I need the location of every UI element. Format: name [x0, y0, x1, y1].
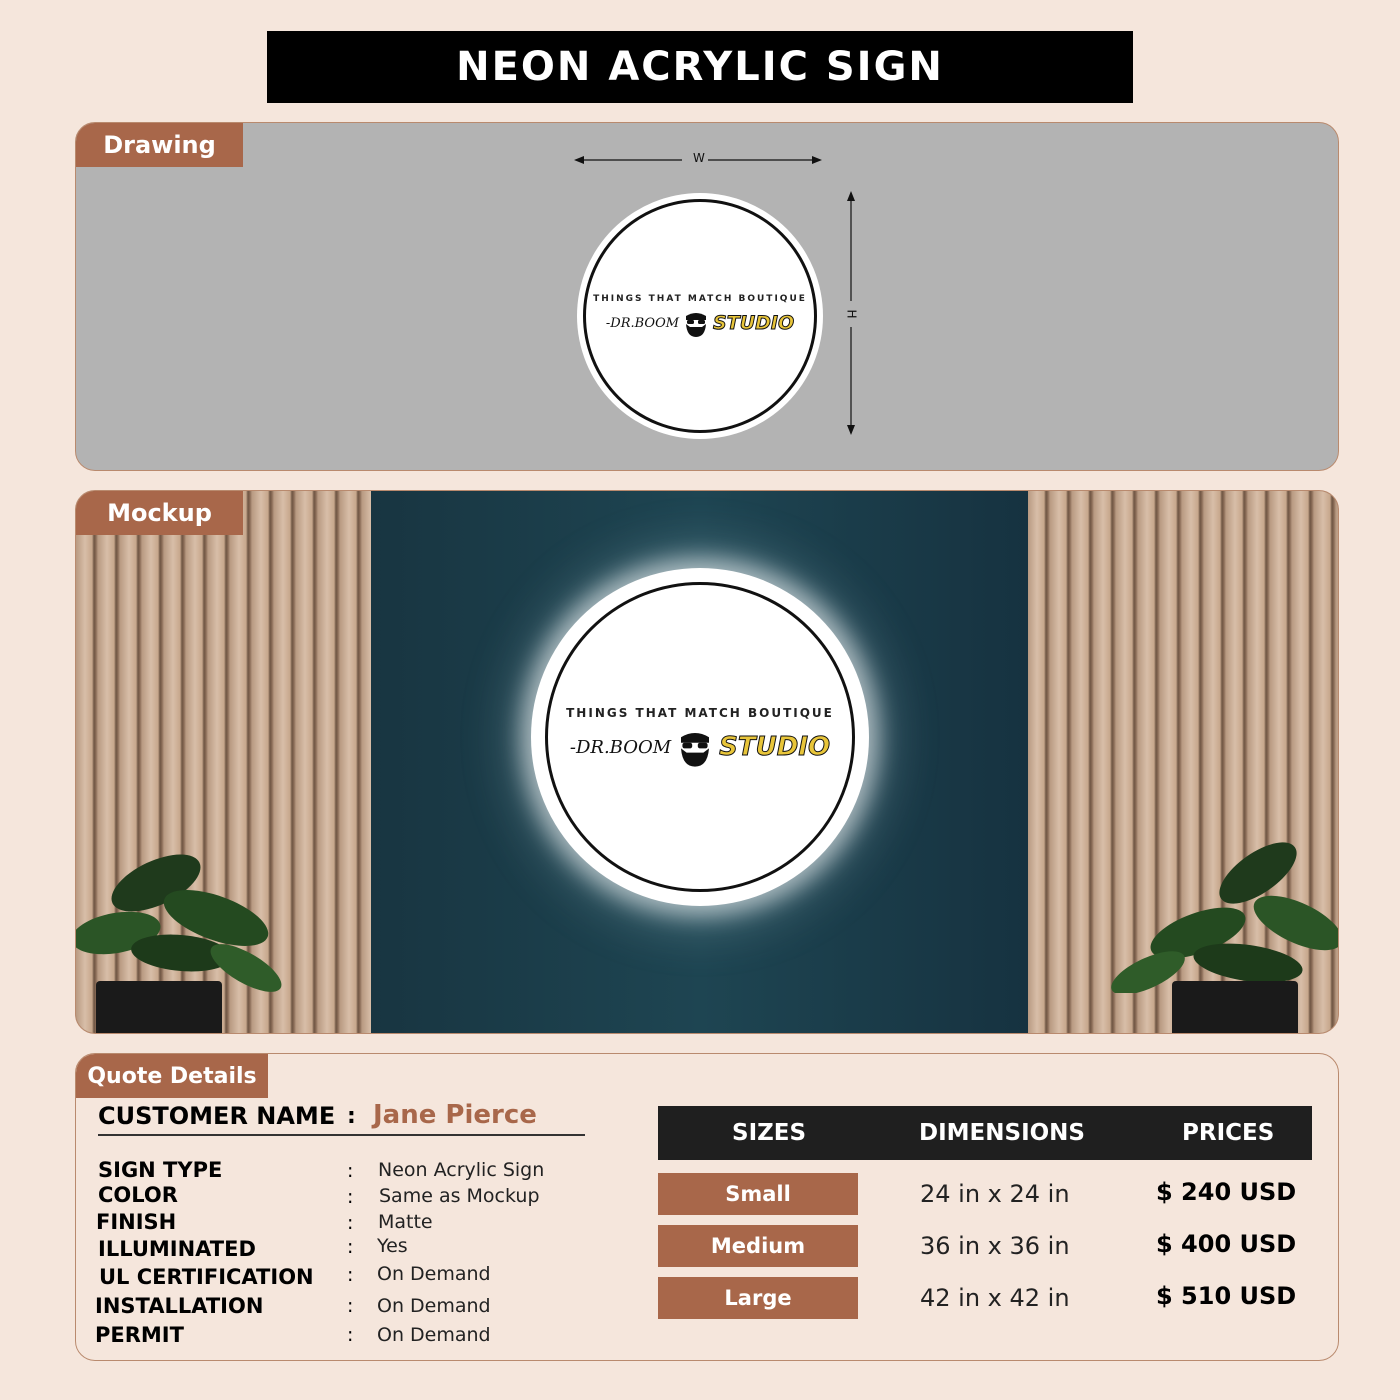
- illuminated-label: ILLUMINATED: [98, 1237, 256, 1261]
- mockup-tab: Mockup: [76, 491, 243, 535]
- height-label: H: [844, 309, 859, 319]
- mockup-sign-logo: [531, 568, 869, 906]
- sizes-header: SIZES: [732, 1120, 807, 1146]
- finish-label: FINISH: [96, 1210, 177, 1234]
- color-value: Same as Mockup: [379, 1185, 540, 1207]
- small-dimensions: 24 in x 24 in: [920, 1180, 1070, 1208]
- dimensions-header: DIMENSIONS: [919, 1120, 1085, 1146]
- drawing-sign-logo: [577, 193, 823, 439]
- ul-certification-label: UL CERTIFICATION: [99, 1265, 314, 1289]
- large-dimensions: 42 in x 42 in: [920, 1284, 1070, 1312]
- ul-certification-value: On Demand: [377, 1263, 491, 1285]
- permit-value: On Demand: [377, 1324, 491, 1346]
- installation-value: On Demand: [377, 1295, 491, 1317]
- installation-label: INSTALLATION: [95, 1294, 264, 1318]
- logo-top-text: THINGS THAT MATCH BOUTIQUE: [593, 294, 807, 304]
- page-title: NEON ACRYLIC SIGN: [267, 31, 1133, 103]
- pricing-table-header: [658, 1106, 1312, 1160]
- customer-name-colon: :: [347, 1104, 356, 1129]
- medium-price: $ 400 USD: [1156, 1230, 1297, 1258]
- mockup-bearded-face-icon: [674, 726, 716, 768]
- drawing-panel: [75, 122, 1339, 471]
- sign-type-colon: :: [347, 1160, 354, 1182]
- mockup-logo-dr-text: -DR.BOOM: [569, 736, 672, 758]
- color-colon: :: [347, 1186, 354, 1208]
- size-small-button[interactable]: Small: [658, 1173, 858, 1215]
- finish-value: Matte: [378, 1211, 433, 1233]
- plant-left: [76, 823, 296, 1033]
- illuminated-colon: :: [347, 1236, 354, 1258]
- finish-colon: :: [347, 1212, 354, 1234]
- logo-dr-text: -DR.BOOM: [605, 315, 680, 331]
- sign-type-value: Neon Acrylic Sign: [378, 1159, 545, 1181]
- ul-certification-colon: :: [347, 1264, 354, 1286]
- mockup-logo-top-text: THINGS THAT MATCH BOUTIQUE: [566, 706, 834, 720]
- permit-label: PERMIT: [95, 1323, 184, 1347]
- mockup-panel: [75, 490, 1339, 1034]
- illuminated-value: Yes: [377, 1235, 408, 1257]
- customer-name-value: Jane Pierce: [373, 1100, 537, 1130]
- bearded-face-icon: [681, 308, 711, 338]
- customer-name-label: CUSTOMER NAME: [98, 1102, 336, 1130]
- sign-type-label: SIGN TYPE: [98, 1158, 223, 1182]
- size-large-button[interactable]: Large: [658, 1277, 858, 1319]
- medium-dimensions: 36 in x 36 in: [920, 1232, 1070, 1260]
- drawing-tab: Drawing: [76, 123, 243, 167]
- logo-studio-text: STUDIO: [713, 312, 795, 334]
- color-label: COLOR: [98, 1183, 178, 1207]
- permit-colon: :: [347, 1324, 354, 1346]
- installation-colon: :: [347, 1295, 354, 1317]
- size-medium-button[interactable]: Medium: [658, 1225, 858, 1267]
- mockup-logo-studio-text: STUDIO: [719, 732, 831, 762]
- large-price: $ 510 USD: [1156, 1282, 1297, 1310]
- prices-header: PRICES: [1182, 1120, 1275, 1146]
- small-price: $ 240 USD: [1156, 1178, 1297, 1206]
- quote-tab: Quote Details: [76, 1054, 268, 1098]
- plant-right: [1088, 833, 1338, 1033]
- width-label: W: [693, 151, 705, 165]
- customer-name-underline: [98, 1134, 585, 1136]
